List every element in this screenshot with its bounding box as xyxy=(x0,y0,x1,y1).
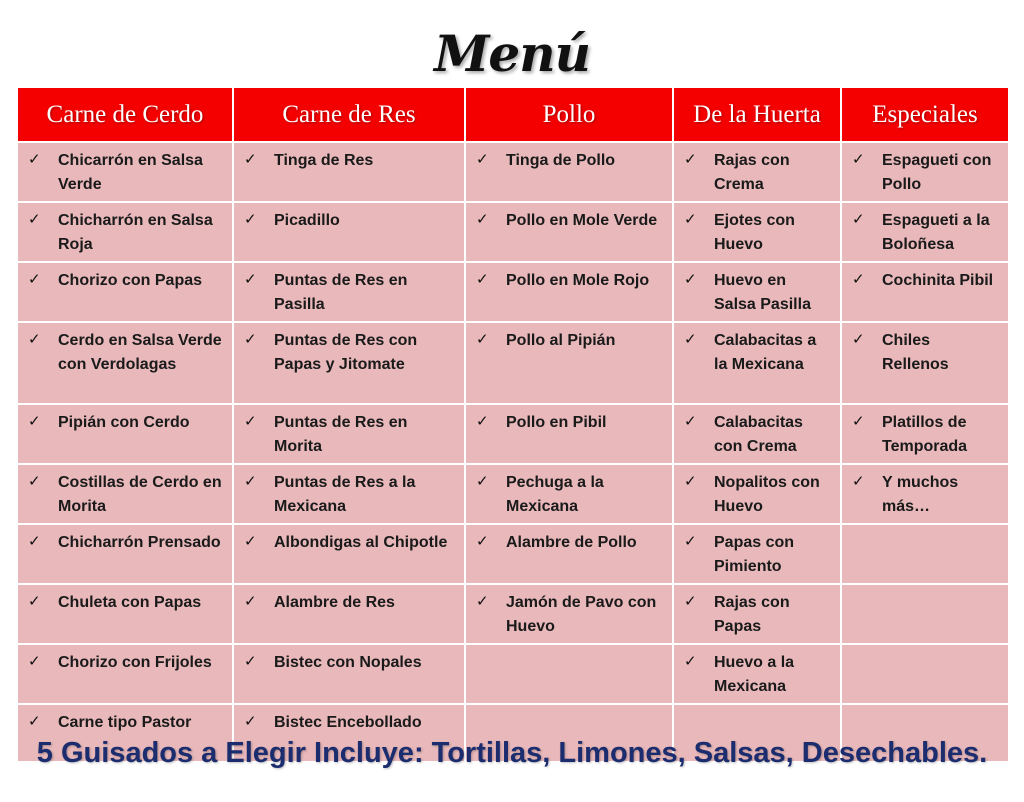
check-mark-icon: ✓ xyxy=(244,652,257,670)
table-cell xyxy=(465,644,673,704)
table-cell xyxy=(841,262,1009,322)
menu-item xyxy=(476,411,664,435)
check-mark-icon: ✓ xyxy=(244,270,257,288)
page-title: Menú xyxy=(434,24,590,83)
menu-item xyxy=(852,209,1000,257)
menu-item-label: Nopalitos con Huevo xyxy=(714,474,820,515)
table-cell xyxy=(17,464,233,524)
column-header-especiales: Especiales xyxy=(841,87,1009,142)
menu-item xyxy=(28,471,224,519)
menu-item-label: Puntas de Res en Morita xyxy=(274,414,408,455)
menu-item-label: Tinga de Pollo xyxy=(506,152,616,169)
menu-item xyxy=(244,651,456,675)
table-cell xyxy=(841,322,1009,404)
menu-item-label: Carne tipo Pastor xyxy=(58,714,192,731)
table-cell xyxy=(17,322,233,404)
table-cell xyxy=(465,142,673,202)
check-mark-icon: ✓ xyxy=(28,330,41,348)
menu-item xyxy=(244,531,456,555)
menu-item xyxy=(852,149,1000,197)
menu-item-label: Pollo al Pipián xyxy=(506,332,616,349)
menu-item xyxy=(28,149,224,197)
menu-table xyxy=(16,86,1010,763)
header-row xyxy=(17,87,1009,142)
menu-item-label: Chorizo con Papas xyxy=(58,272,203,289)
table-cell xyxy=(673,262,841,322)
table-cell xyxy=(673,464,841,524)
table-cell xyxy=(673,202,841,262)
menu-item-label: Pollo en Pibil xyxy=(506,414,607,431)
table-cell xyxy=(841,404,1009,464)
menu-item-label: Puntas de Res con Papas y Jitomate xyxy=(274,332,418,373)
menu-item xyxy=(852,411,1000,459)
menu-item xyxy=(28,329,224,377)
check-mark-icon: ✓ xyxy=(476,412,489,430)
menu-item-label: Cochinita Pibil xyxy=(882,272,994,289)
menu-item xyxy=(684,411,832,459)
table-row xyxy=(17,404,1009,464)
check-mark-icon: ✓ xyxy=(852,472,865,490)
menu-item-label: Rajas con Crema xyxy=(714,152,790,193)
check-mark-icon: ✓ xyxy=(244,592,257,610)
menu-item-label: Pechuga a la Mexicana xyxy=(506,474,604,515)
table-cell xyxy=(17,262,233,322)
table-cell xyxy=(233,644,465,704)
column-header-carne-de-res: Carne de Res xyxy=(233,87,465,142)
table-cell xyxy=(465,404,673,464)
menu-item xyxy=(476,591,664,639)
menu-item xyxy=(28,651,224,675)
check-mark-icon: ✓ xyxy=(852,412,865,430)
table-cell xyxy=(673,644,841,704)
table-cell xyxy=(673,404,841,464)
menu-item xyxy=(476,149,664,173)
menu-item-label: Huevo a la Mexicana xyxy=(714,654,795,695)
column-header-de-la-huerta: De la Huerta xyxy=(673,87,841,142)
menu-item xyxy=(684,651,832,699)
menu-item xyxy=(244,411,456,459)
menu-item xyxy=(684,531,832,579)
table-cell xyxy=(17,584,233,644)
menu-item-label: Calabacitas con Crema xyxy=(714,414,803,455)
table-row xyxy=(17,524,1009,584)
table-cell xyxy=(233,202,465,262)
menu-item-label: Rajas con Papas xyxy=(714,594,790,635)
menu-item-label: Alambre de Pollo xyxy=(506,534,637,551)
check-mark-icon: ✓ xyxy=(476,330,489,348)
table-row xyxy=(17,464,1009,524)
menu-item-label: Chicarrón en Salsa Verde xyxy=(58,152,203,193)
check-mark-icon: ✓ xyxy=(244,210,257,228)
table-cell xyxy=(233,322,465,404)
menu-item-label: Picadillo xyxy=(274,212,340,229)
menu-item xyxy=(244,269,456,317)
check-mark-icon: ✓ xyxy=(684,150,697,168)
table-cell xyxy=(673,322,841,404)
check-mark-icon: ✓ xyxy=(852,270,865,288)
check-mark-icon: ✓ xyxy=(684,532,697,550)
menu-item-label: Chiles Rellenos xyxy=(882,332,949,373)
menu-item xyxy=(476,329,664,353)
table-cell xyxy=(233,524,465,584)
menu-item-label: Calabacitas a la Mexicana xyxy=(714,332,817,373)
check-mark-icon: ✓ xyxy=(476,210,489,228)
table-cell xyxy=(465,322,673,404)
table-row xyxy=(17,322,1009,404)
menu-item-label: Pollo en Mole Verde xyxy=(506,212,658,229)
menu-item xyxy=(476,209,664,233)
menu-item xyxy=(476,531,664,555)
check-mark-icon: ✓ xyxy=(684,210,697,228)
menu-item xyxy=(28,711,224,735)
check-mark-icon: ✓ xyxy=(476,150,489,168)
column-header-carne-de-cerdo: Carne de Cerdo xyxy=(17,87,233,142)
menu-item xyxy=(852,329,1000,377)
menu-item xyxy=(684,149,832,197)
table-cell xyxy=(841,142,1009,202)
table-cell xyxy=(17,644,233,704)
menu-item xyxy=(244,329,456,377)
menu-item xyxy=(684,591,832,639)
table-cell xyxy=(233,142,465,202)
table-cell xyxy=(841,644,1009,704)
column-header-pollo: Pollo xyxy=(465,87,673,142)
check-mark-icon: ✓ xyxy=(852,330,865,348)
menu-item-label: Jamón de Pavo con Huevo xyxy=(506,594,657,635)
table-cell xyxy=(465,202,673,262)
table-cell xyxy=(841,524,1009,584)
menu-item-label: Espagueti a la Boloñesa xyxy=(882,212,990,253)
check-mark-icon: ✓ xyxy=(28,412,41,430)
check-mark-icon: ✓ xyxy=(684,472,697,490)
check-mark-icon: ✓ xyxy=(28,652,41,670)
table-cell xyxy=(233,464,465,524)
menu-item xyxy=(244,591,456,615)
menu-item xyxy=(476,471,664,519)
check-mark-icon: ✓ xyxy=(244,150,257,168)
check-mark-icon: ✓ xyxy=(684,652,697,670)
menu-item xyxy=(244,149,456,173)
menu-item-label: Espagueti con Pollo xyxy=(882,152,992,193)
menu-item-label: Chicharrón en Salsa Roja xyxy=(58,212,213,253)
table-cell xyxy=(233,404,465,464)
check-mark-icon: ✓ xyxy=(28,712,41,730)
table-cell xyxy=(233,584,465,644)
menu-item xyxy=(852,471,1000,519)
menu-item xyxy=(28,209,224,257)
menu-item-label: Pollo en Mole Rojo xyxy=(506,272,650,289)
table-cell xyxy=(17,202,233,262)
check-mark-icon: ✓ xyxy=(476,592,489,610)
menu-item-label: Chorizo con Frijoles xyxy=(58,654,212,671)
table-cell xyxy=(465,464,673,524)
check-mark-icon: ✓ xyxy=(28,532,41,550)
menu-item-label: Puntas de Res en Pasilla xyxy=(274,272,408,313)
table-cell xyxy=(17,524,233,584)
table-row xyxy=(17,644,1009,704)
table-row xyxy=(17,202,1009,262)
table-cell xyxy=(841,584,1009,644)
menu-item-label: Albondigas al Chipotle xyxy=(274,534,448,551)
menu-item xyxy=(244,711,456,735)
menu-item xyxy=(684,471,832,519)
footer-note: 5 Guisados a Elegir Incluye: Tortillas, Limones, Salsas, Desechables. xyxy=(36,737,988,769)
table-cell xyxy=(17,404,233,464)
menu-item-label: Pipián con Cerdo xyxy=(58,414,190,431)
menu-item xyxy=(28,591,224,615)
menu-item-label: Ejotes con Huevo xyxy=(714,212,795,253)
check-mark-icon: ✓ xyxy=(476,532,489,550)
check-mark-icon: ✓ xyxy=(852,210,865,228)
check-mark-icon: ✓ xyxy=(476,270,489,288)
check-mark-icon: ✓ xyxy=(684,412,697,430)
check-mark-icon: ✓ xyxy=(244,330,257,348)
table-row xyxy=(17,142,1009,202)
check-mark-icon: ✓ xyxy=(244,412,257,430)
menu-item-label: Huevo en Salsa Pasilla xyxy=(714,272,811,313)
menu-item-label: Bistec Encebollado xyxy=(274,714,422,731)
menu-item-label: Bistec con Nopales xyxy=(274,654,422,671)
table-cell xyxy=(673,584,841,644)
table-row xyxy=(17,262,1009,322)
menu-item xyxy=(476,269,664,293)
table-cell xyxy=(465,524,673,584)
table-row xyxy=(17,584,1009,644)
menu-item xyxy=(684,329,832,377)
menu-item-label: Puntas de Res a la Mexicana xyxy=(274,474,416,515)
menu-item xyxy=(244,471,456,519)
check-mark-icon: ✓ xyxy=(684,592,697,610)
check-mark-icon: ✓ xyxy=(28,210,41,228)
menu-item-label: Cerdo en Salsa Verde con Verdolagas xyxy=(58,332,222,373)
menu-item xyxy=(244,209,456,233)
menu-item xyxy=(28,411,224,435)
table-cell xyxy=(841,202,1009,262)
check-mark-icon: ✓ xyxy=(28,150,41,168)
table-cell xyxy=(17,142,233,202)
table-cell xyxy=(233,262,465,322)
check-mark-icon: ✓ xyxy=(28,472,41,490)
table-cell xyxy=(465,584,673,644)
table-cell xyxy=(673,142,841,202)
table-cell xyxy=(841,464,1009,524)
menu-item xyxy=(28,531,224,555)
menu-item-label: Chicharrón Prensado xyxy=(58,534,221,551)
menu-item xyxy=(684,269,832,317)
check-mark-icon: ✓ xyxy=(684,270,697,288)
check-mark-icon: ✓ xyxy=(28,592,41,610)
check-mark-icon: ✓ xyxy=(852,150,865,168)
table-cell xyxy=(465,262,673,322)
menu-item-label: Alambre de Res xyxy=(274,594,395,611)
check-mark-icon: ✓ xyxy=(244,712,257,730)
menu-item xyxy=(852,269,1000,293)
menu-item-label: Costillas de Cerdo en Morita xyxy=(58,474,222,515)
check-mark-icon: ✓ xyxy=(244,532,257,550)
check-mark-icon: ✓ xyxy=(28,270,41,288)
menu-item-label: Papas con Pimiento xyxy=(714,534,795,575)
check-mark-icon: ✓ xyxy=(244,472,257,490)
menu-item-label: Platillos de Temporada xyxy=(882,414,968,455)
menu-item xyxy=(684,209,832,257)
table-cell xyxy=(673,524,841,584)
menu-item-label: Y muchos más… xyxy=(882,474,959,515)
menu-item xyxy=(28,269,224,293)
menu-item-label: Chuleta con Papas xyxy=(58,594,202,611)
check-mark-icon: ✓ xyxy=(684,330,697,348)
check-mark-icon: ✓ xyxy=(476,472,489,490)
menu-item-label: Tinga de Res xyxy=(274,152,374,169)
